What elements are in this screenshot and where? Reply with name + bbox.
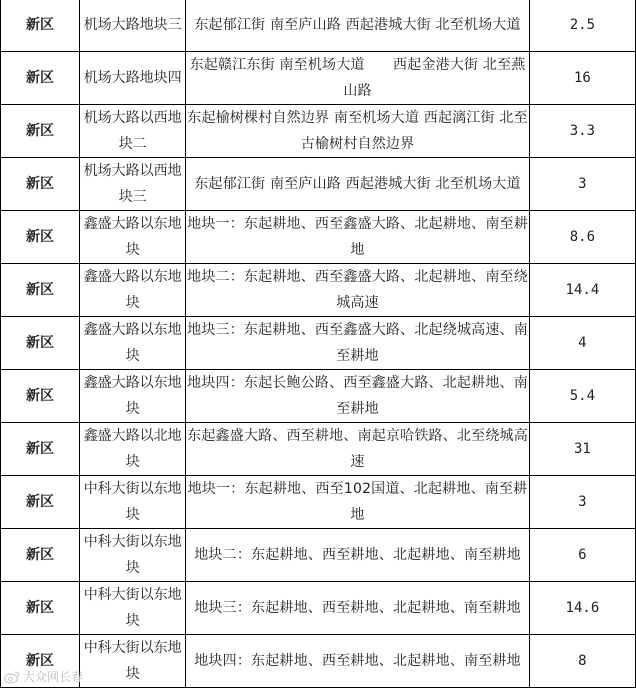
table-row [1,635,636,688]
district-cell: 新区 [1,582,80,635]
area-cell: 14.4 [529,264,635,317]
boundary-cell: 地块四：东起长鲍公路、西至鑫盛大路、北起耕地、南至耕地 [186,370,530,423]
area-cell: 14.6 [529,582,635,635]
plot-name-cell: 中科大街以东地块 [80,582,186,635]
table-row [1,317,636,370]
area-cell: 8 [529,635,635,688]
watermark [4,668,83,685]
table-row [1,264,636,317]
boundary-cell: 地块一：东起耕地、西至102国道、北起耕地、南至耕地 [186,476,530,529]
area-cell: 8.6 [529,211,635,264]
table-row [1,529,636,582]
table-row [1,52,636,105]
boundary-cell: 地块四：东起耕地、西至耕地、北起耕地、南至耕地 [186,635,530,688]
table-row [1,158,636,211]
boundary-cell: 东起郁江街 南至庐山路 西起港城大街 北至机场大道 [186,158,530,211]
area-cell: 3 [529,158,635,211]
table-body [1,0,636,688]
district-cell: 新区 [1,105,80,158]
district-cell: 新区 [1,211,80,264]
area-cell: 6 [529,529,635,582]
plot-name-cell: 鑫盛大路以东地块 [80,370,186,423]
plot-name-cell: 中科大街以东地块 [80,529,186,582]
watermark-text: 大众网长春 [23,670,84,684]
boundary-cell: 地块二：东起耕地、西至耕地、北起耕地、南至耕地 [186,529,530,582]
area-cell: 2.5 [529,0,635,52]
plot-name-cell: 鑫盛大路以北地块 [80,423,186,476]
boundary-cell: 地块二：东起耕地、西至鑫盛大路、北起耕地、南至绕城高速 [186,264,530,317]
area-cell: 31 [529,423,635,476]
weibo-logo-icon [4,670,20,684]
area-cell: 5.4 [529,370,635,423]
boundary-cell: 地块三：东起耕地、西至耕地、北起耕地、南至耕地 [186,582,530,635]
area-cell: 3 [529,476,635,529]
table-row [1,105,636,158]
table-row [1,476,636,529]
plot-name-cell: 中科大街以东地块 [80,476,186,529]
district-cell: 新区 [1,158,80,211]
plot-name-cell: 鑫盛大路以东地块 [80,317,186,370]
district-cell: 新区 [1,476,80,529]
plot-name-cell: 中科大街以东地块 [80,635,186,688]
table-row [1,211,636,264]
plot-name-cell: 鑫盛大路以东地块 [80,211,186,264]
district-cell: 新区 [1,52,80,105]
boundary-cell: 地块三：东起耕地、西至鑫盛大路、北起绕城高速、南至耕地 [186,317,530,370]
district-cell: 新区 [1,0,80,52]
boundary-cell: 地块一：东起耕地、西至鑫盛大路、北起耕地、南至耕地 [186,211,530,264]
table-row [1,423,636,476]
district-cell: 新区 [1,317,80,370]
area-cell: 16 [529,52,635,105]
district-cell: 新区 [1,529,80,582]
plot-name-cell: 机场大路地块四 [80,52,186,105]
plot-name-cell: 机场大路地块三 [80,0,186,52]
boundary-cell: 东起鑫盛大路、西至耕地、南起京哈铁路、北至绕城高速 [186,423,530,476]
plot-name-cell: 机场大路以西地块三 [80,158,186,211]
district-cell: 新区 [1,423,80,476]
plot-name-cell: 机场大路以西地块二 [80,105,186,158]
table-row [1,370,636,423]
boundary-cell: 东起郁江街 南至庐山路 西起港城大街 北至机场大道 [186,0,530,52]
table-row [1,582,636,635]
boundary-cell: 东起赣江东街 南至机场大道 西起金港大街 北至燕山路 [186,52,530,105]
table-row [1,0,636,52]
district-cell: 新区 [1,264,80,317]
area-cell: 3.3 [529,105,635,158]
area-cell: 4 [529,317,635,370]
plot-name-cell: 鑫盛大路以东地块 [80,264,186,317]
district-cell: 新区 [1,370,80,423]
boundary-cell: 东起榆树棵村自然边界 南至机场大道 西起漓江街 北至古榆树村自然边界 [186,105,530,158]
district-cell: 新区 [1,635,80,688]
